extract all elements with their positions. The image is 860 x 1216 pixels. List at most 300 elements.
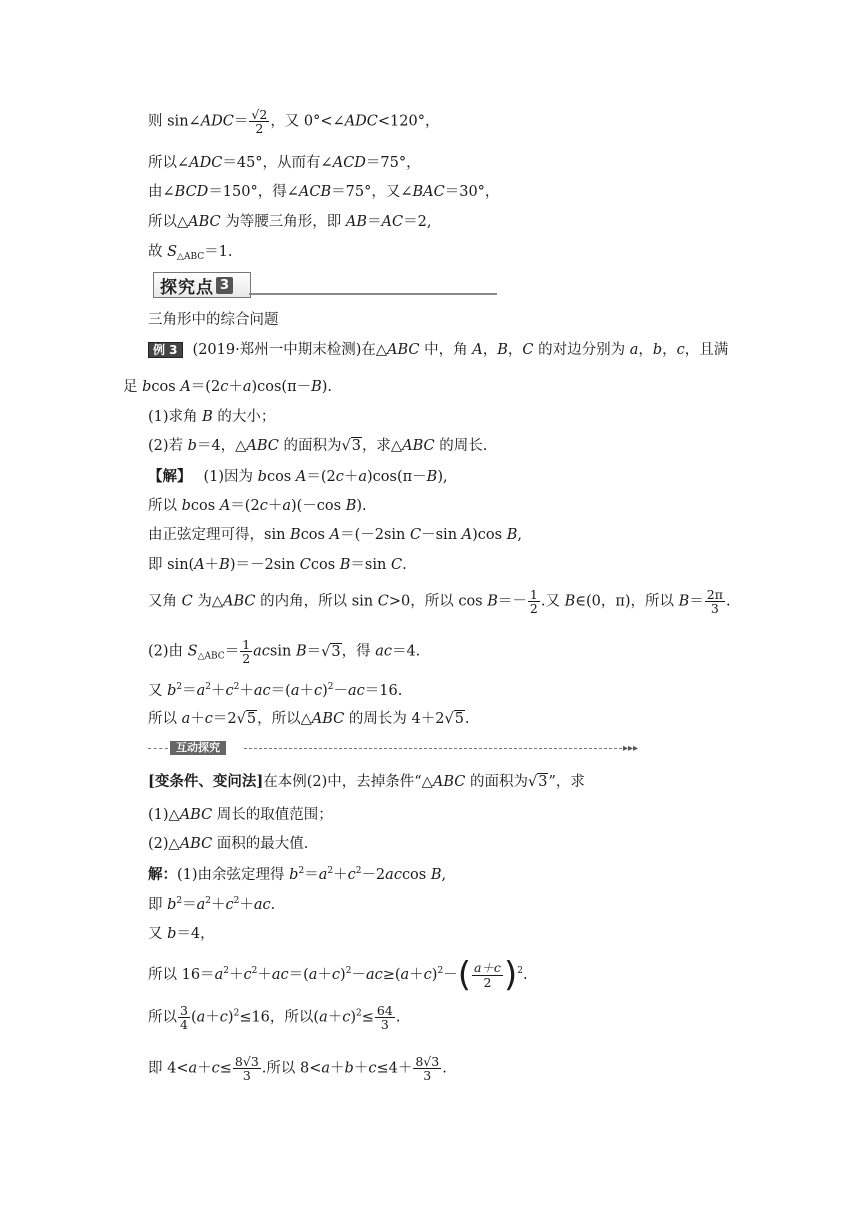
text: . — [725, 593, 731, 610]
text: ＋ — [267, 498, 283, 514]
text: S — [187, 643, 198, 660]
subscript: △ABC — [197, 651, 225, 662]
radicand: 3 — [331, 643, 341, 660]
section-subtitle — [148, 312, 279, 329]
solution-line-2 — [148, 498, 367, 515]
text: 的周长. — [434, 438, 488, 454]
text: 的对边分别为 — [533, 342, 630, 358]
text: 在本例(2)中，去掉条件“△ — [263, 774, 433, 790]
text: ＝ — [224, 643, 240, 660]
variant-label: [变条件、变问法] — [148, 773, 264, 790]
text: ), — [437, 469, 448, 485]
subscript: △ABC — [177, 252, 205, 262]
solution-line-3 — [148, 527, 522, 544]
text: <120°， — [377, 113, 440, 130]
text: )cos — [472, 527, 507, 543]
text: ，且满 — [684, 342, 729, 358]
text: ADC — [189, 155, 223, 171]
text: b — [652, 342, 663, 358]
text: ＋ — [333, 867, 348, 883]
fraction-numerator: 1 — [529, 587, 538, 602]
fraction — [375, 1004, 395, 1031]
text: C — [522, 342, 534, 358]
text: ＋ — [239, 897, 254, 913]
text: 为等腰三角形，即 — [220, 214, 346, 230]
text: b — [187, 438, 197, 454]
text: －sin — [421, 527, 462, 543]
solution-line-7 — [148, 682, 402, 700]
text: , — [441, 867, 447, 883]
text: ， — [662, 342, 677, 358]
text: b — [344, 1060, 354, 1077]
text: ac — [271, 967, 289, 983]
sqrt: √3 — [321, 643, 341, 660]
example-line-2 — [123, 379, 332, 396]
text: ＝4，△ — [196, 438, 247, 454]
text: ＋ — [257, 967, 272, 983]
text: 所以 — [148, 1009, 177, 1026]
text: C — [377, 593, 389, 610]
fraction — [178, 1004, 190, 1031]
text: a — [308, 967, 318, 983]
fraction-numerator: 64 — [376, 1003, 393, 1018]
superscript: 2 — [205, 896, 212, 906]
text: A — [295, 469, 307, 485]
text: － — [351, 967, 366, 983]
text: c — [243, 967, 252, 983]
text: ABC — [402, 438, 435, 454]
text: ＝ — [182, 897, 197, 913]
superscript: 2 — [355, 866, 362, 876]
text: 面积的最大值. — [212, 836, 309, 852]
text: a — [290, 683, 300, 699]
example-part-2 — [148, 438, 487, 455]
interactive-divider — [148, 741, 639, 755]
text: b — [289, 867, 299, 883]
text: (2)由 — [148, 643, 188, 660]
text: . — [395, 1009, 401, 1026]
text: c — [368, 1060, 377, 1077]
text: ac — [348, 683, 365, 699]
text: ＝1. — [204, 244, 233, 260]
text: ) — [227, 1009, 234, 1026]
text: sin — [269, 643, 296, 660]
text: )(－cos — [290, 498, 346, 514]
section-title: 探究点 — [160, 277, 214, 298]
text: B — [497, 342, 508, 358]
solution-line-4 — [148, 557, 407, 574]
superscript: 2 — [517, 966, 523, 976]
text: .所以 8< — [261, 1060, 322, 1077]
superscript: 2 — [233, 1008, 240, 1019]
text: c — [225, 683, 234, 699]
text: ＝75°，又∠ — [331, 184, 413, 200]
text: ac — [253, 683, 271, 699]
text: a — [181, 711, 191, 727]
text: B — [219, 557, 230, 573]
example-source: (2019·郑州一中期末检测) — [192, 342, 362, 358]
radicand: 5 — [454, 711, 464, 727]
fraction — [249, 108, 269, 135]
text: . — [270, 897, 276, 913]
text: ＝4. — [391, 643, 421, 660]
fraction — [413, 1055, 441, 1082]
fraction — [240, 638, 252, 665]
fraction — [528, 588, 540, 615]
fraction-denominator: 3 — [242, 1068, 251, 1084]
fraction — [233, 1055, 261, 1082]
fraction-denominator: 2 — [483, 974, 492, 990]
text: ＝2 — [212, 711, 237, 727]
fraction-denominator: 3 — [710, 601, 719, 617]
interactive-tag: 互动探究 — [170, 741, 226, 755]
text: ， — [507, 342, 523, 358]
radicand: 5 — [246, 711, 257, 727]
variant-line-7 — [148, 955, 528, 995]
text: ACB — [298, 184, 332, 200]
text: b — [167, 683, 177, 699]
line-sin-adc — [148, 108, 439, 135]
text: (1)由余弦定理得 — [177, 867, 290, 883]
text: B — [564, 593, 576, 610]
text: －2 — [361, 867, 386, 883]
text: )cos(π－ — [367, 469, 427, 485]
text: a — [196, 897, 206, 913]
text: A — [180, 379, 191, 395]
text: BCD — [174, 184, 209, 200]
text: B — [295, 643, 307, 660]
text: ＝16. — [364, 683, 403, 699]
superscript: 2 — [298, 866, 305, 876]
text: a — [214, 967, 224, 983]
example-line-1 — [148, 342, 728, 359]
text: A — [472, 342, 483, 358]
text: b — [142, 379, 152, 395]
fraction-denominator: 3 — [423, 1068, 432, 1084]
text: . — [464, 711, 470, 727]
text: ABC — [179, 836, 213, 852]
text: 足 — [123, 379, 143, 395]
text: ). — [356, 498, 367, 514]
text: ＝－ — [497, 593, 527, 610]
text: C — [410, 527, 422, 543]
text: － — [333, 683, 349, 699]
text: a — [400, 967, 410, 983]
text: ＝ — [182, 683, 197, 699]
text: ＋ — [205, 1009, 220, 1026]
text: ≤ — [361, 1009, 374, 1026]
text: ＝(2 — [306, 469, 336, 485]
text: ). — [321, 379, 333, 395]
section-number: 3 — [216, 277, 233, 294]
superscript: 2 — [251, 966, 258, 976]
text: , — [517, 527, 522, 543]
text: ≤ — [219, 1060, 232, 1077]
text: 故 — [148, 244, 168, 260]
text: A — [461, 527, 473, 543]
text: c — [211, 1060, 220, 1077]
section-rule — [249, 293, 497, 295]
fraction-denominator: 2 — [255, 121, 264, 137]
radicand: 3 — [351, 438, 361, 454]
text: ) — [340, 967, 346, 983]
text: BAC — [412, 184, 445, 200]
text: ＋ — [327, 1009, 343, 1026]
variant-line-9 — [148, 1055, 447, 1082]
text: B — [202, 409, 213, 425]
text: B — [345, 498, 357, 514]
text: cos — [300, 527, 330, 543]
superscript: 2 — [176, 896, 183, 906]
text: a — [188, 1060, 198, 1077]
text: c — [335, 469, 344, 485]
line-isosceles — [148, 214, 431, 231]
variant-line-4 — [148, 866, 446, 884]
text: 的周长为 4＋2 — [344, 711, 445, 727]
text: ＝( — [270, 683, 291, 699]
fraction-denominator: 3 — [380, 1017, 389, 1033]
variant-line-5 — [148, 896, 275, 914]
text: 即 sin( — [148, 557, 195, 573]
text: － — [443, 967, 458, 983]
text: 所以 16＝ — [148, 967, 215, 983]
text: ≥( — [382, 967, 401, 983]
left-paren: ( — [457, 955, 471, 995]
variant-line-6 — [148, 926, 215, 943]
solution-line-8 — [148, 711, 470, 728]
text: ac — [385, 867, 402, 883]
text: ABC — [179, 807, 213, 823]
fraction-numerator: 2π — [706, 587, 723, 602]
text: cos — [151, 379, 181, 395]
radicand: 3 — [538, 774, 548, 790]
text: ＝ — [367, 214, 382, 230]
text: 又角 — [148, 593, 182, 610]
text: 由∠ — [148, 184, 175, 200]
text: ≤16，所以( — [239, 1009, 320, 1026]
text: ＋ — [204, 557, 220, 573]
text: ，求△ — [361, 438, 403, 454]
text: B — [678, 593, 690, 610]
text: 则 sin∠ — [148, 113, 201, 130]
text: B — [506, 527, 518, 543]
text: B — [430, 867, 442, 883]
line-area-result — [148, 244, 232, 263]
solution-line-1 — [148, 468, 448, 486]
text: >0，所以 cos — [388, 593, 488, 610]
text: c — [225, 897, 234, 913]
text: ABC — [222, 593, 256, 610]
sqrt: √3 — [527, 774, 548, 790]
text: c — [220, 379, 229, 395]
fraction-numerator: 1 — [242, 637, 251, 652]
text: B — [487, 593, 498, 610]
text: a — [319, 1009, 328, 1026]
text: ＋ — [330, 1060, 345, 1077]
divider-dash — [244, 748, 622, 749]
text: .又 — [540, 593, 565, 610]
text: C — [299, 557, 311, 573]
fraction-denominator: 2 — [242, 651, 251, 667]
text: (1)因为 — [203, 469, 258, 485]
text: 的面积为 — [278, 438, 342, 454]
text: ABC — [387, 342, 420, 358]
fraction-denominator: 4 — [180, 1017, 188, 1033]
sqrt: √5 — [444, 711, 464, 727]
text: 的大小； — [212, 409, 276, 425]
text: 由正弦定理可得，sin — [148, 527, 291, 543]
solution-line-6 — [148, 638, 420, 665]
text: 即 — [148, 897, 168, 913]
text: B — [339, 557, 351, 573]
text: AB — [345, 214, 368, 230]
variant-line-1 — [148, 773, 585, 791]
answer-label: 解： — [148, 866, 177, 883]
text: 三角形中的综合问题 — [148, 312, 279, 328]
example-part-1 — [148, 409, 275, 426]
superscript: 2 — [345, 966, 352, 976]
text: ＝(2 — [230, 498, 260, 514]
fraction-numerator: 8√3 — [234, 1054, 259, 1069]
text: ＝(2 — [190, 379, 221, 395]
text: a — [242, 379, 252, 395]
right-paren: ) — [503, 955, 518, 995]
superscript: 2 — [233, 896, 240, 906]
text: ＋ — [353, 1060, 369, 1077]
text: ac — [365, 967, 383, 983]
fraction — [472, 961, 503, 988]
text: ac — [375, 643, 392, 660]
text: 所以∠ — [148, 155, 190, 171]
text: 又 — [148, 683, 168, 699]
fraction-denominator: 2 — [529, 601, 538, 617]
text: 所以 — [148, 711, 182, 727]
text: ＝4， — [176, 926, 215, 942]
text: ，又 0°<∠ — [270, 113, 345, 130]
text: )cos(π－ — [251, 379, 312, 395]
text: ＝45°，从而有∠ — [222, 155, 333, 171]
text: )＝－2sin — [229, 557, 300, 573]
text: c — [676, 342, 685, 358]
text: ACD — [332, 155, 366, 171]
text: c — [204, 711, 213, 727]
text: ＋ — [228, 379, 243, 395]
text: S — [167, 244, 178, 260]
text: ＝( — [288, 967, 309, 983]
superscript: 2 — [223, 966, 229, 976]
text: A — [219, 498, 231, 514]
variant-line-8 — [148, 1004, 400, 1031]
text: b — [257, 469, 267, 485]
text: cos — [401, 867, 431, 883]
text: 即 4< — [148, 1060, 189, 1077]
text: . — [442, 1060, 447, 1077]
text: ＋ — [190, 711, 205, 727]
text: (2)若 — [148, 438, 188, 454]
superscript: 2 — [327, 866, 334, 876]
text: 的内角，所以 sin — [255, 593, 378, 610]
text: ＝150°，得∠ — [208, 184, 299, 200]
text: A — [329, 527, 341, 543]
variant-line-3 — [148, 836, 308, 853]
text: c — [219, 1009, 228, 1026]
text: a — [196, 683, 206, 699]
text: 在△ — [361, 342, 388, 358]
text: ＋ — [211, 897, 226, 913]
text: ＋ — [317, 967, 332, 983]
text: ) — [322, 683, 328, 699]
text: a — [196, 1009, 206, 1026]
divider-dash — [148, 748, 168, 749]
text: a — [629, 342, 639, 358]
text: ac — [253, 897, 271, 913]
text: ＋ — [228, 967, 244, 983]
superscript: 2 — [437, 966, 444, 976]
text: ＝ — [304, 867, 319, 883]
text: ADC — [200, 113, 234, 130]
text: ，得 — [341, 643, 376, 660]
sqrt: √3 — [341, 438, 361, 454]
text: C — [390, 557, 403, 573]
text: ＝ — [233, 113, 249, 130]
text: 中，角 — [419, 342, 473, 358]
text: ＋ — [211, 683, 226, 699]
superscript: 2 — [205, 682, 212, 692]
text: 周长的取值范围； — [212, 807, 333, 823]
text: (2)△ — [148, 836, 180, 852]
text: c — [423, 967, 432, 983]
text: b — [167, 926, 177, 942]
text: ＝75°， — [365, 155, 421, 171]
superscript: 2 — [356, 1008, 362, 1019]
text: ＝2, — [403, 214, 432, 230]
text: AC — [381, 214, 404, 230]
text: c — [259, 498, 268, 514]
text: ＋ — [239, 683, 254, 699]
text: ∈(0，π)，所以 — [575, 593, 679, 610]
variant-line-2 — [148, 807, 333, 824]
fraction-numerator: 3 — [180, 1003, 188, 1018]
text: . — [402, 557, 407, 573]
text: C — [181, 593, 193, 610]
fraction-numerator: a＋c — [473, 960, 501, 976]
section-heading — [153, 272, 251, 298]
sqrt: √5 — [236, 711, 257, 727]
text: ＝30°， — [444, 184, 500, 200]
text: (1)△ — [148, 807, 180, 823]
text: ) — [350, 1009, 357, 1026]
text: ＋ — [343, 469, 359, 485]
text: ≤4＋ — [376, 1060, 413, 1077]
superscript: 2 — [233, 682, 240, 692]
text: c — [313, 683, 323, 699]
text: . — [522, 967, 528, 983]
text: B — [290, 527, 301, 543]
text: (1)求角 — [148, 409, 203, 425]
solution-line-5 — [148, 588, 731, 615]
text: 为△ — [192, 593, 223, 610]
text: ABC — [432, 774, 466, 790]
text: ABC — [246, 438, 279, 454]
text: a — [358, 469, 368, 485]
text: b — [167, 897, 177, 913]
line-bcd-150 — [148, 184, 499, 201]
text: ＝ — [689, 593, 704, 610]
text: 又 — [148, 926, 168, 942]
fraction-numerator: √2 — [251, 107, 268, 122]
line-adc-45 — [148, 155, 421, 172]
example-tag: 例 3 — [148, 342, 183, 358]
